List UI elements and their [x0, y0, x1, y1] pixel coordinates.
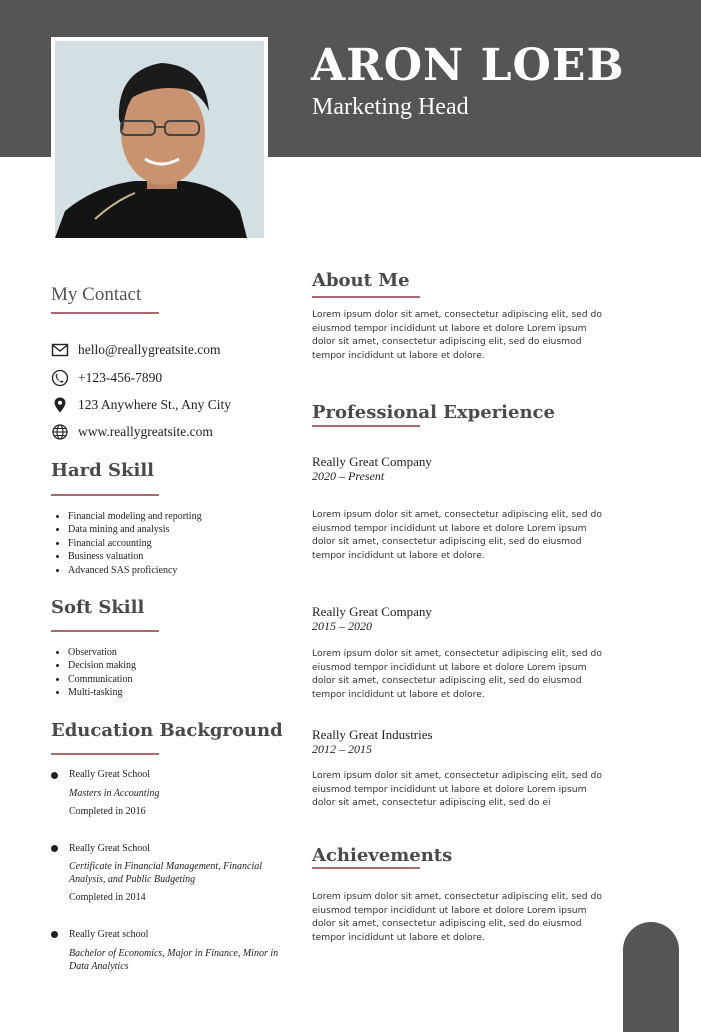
job-period: 2012 – 2015 — [312, 742, 372, 756]
person-portrait-icon — [55, 41, 264, 238]
candidate-title: Marketing Head — [312, 94, 469, 120]
job-company: Really Great Company — [312, 454, 432, 469]
soft-skill-rule — [51, 630, 159, 632]
education-completed: Completed in 2016 — [69, 806, 146, 817]
envelope-icon — [51, 341, 69, 359]
contact-website — [51, 422, 213, 442]
contact-address-text: 123 Anywhere St., Any City — [78, 397, 232, 412]
job-description: Lorem ipsum dolor sit amet, consectetur adipiscing elit, sed do eiusmod tempor incididunt ut labore et dolore Lorem ipsum dolor sit amet, consectetur adipiscing elit, sed do eiusmod tempor incididunt ut labore et dolore. — [312, 509, 602, 561]
education-heading: Education Background — [51, 720, 283, 741]
achievements-rule — [312, 867, 420, 869]
contact-email-text[interactable]: hello@reallygreatsite.com — [78, 342, 221, 357]
list-item: • Business valuation — [68, 550, 202, 563]
hard-skill-heading: Hard Skill — [51, 460, 154, 481]
contact-heading-rule — [51, 312, 159, 314]
achievements-heading: Achievements — [312, 845, 453, 866]
phone-icon — [51, 369, 69, 387]
job-company: Really Great Company — [312, 604, 432, 619]
location-pin-icon — [51, 396, 69, 414]
education-school: Really Great School — [69, 769, 151, 780]
globe-icon — [51, 423, 69, 441]
job-description: Lorem ipsum dolor sit amet, consectetur adipiscing elit, sed do eiusmod tempor incididunt ut labore et dolore Lorem ipsum dolor sit amet, consectetur adipiscing elit, sed do eiusmod tempor incididunt ut labore et dolore. — [312, 648, 602, 700]
education-bullet — [51, 772, 58, 779]
education-degree: Bachelor of Economics, Major in Finance, Minor in Data Analytics — [69, 948, 279, 972]
education-school: Really Great school — [69, 929, 149, 940]
job-period: 2020 – Present — [312, 469, 385, 483]
contact-website-text[interactable]: www.reallygreatsite.com — [78, 424, 213, 439]
education-degree: Certificate in Financial Management, Financial Analysis, and Public Budgeting — [69, 861, 263, 885]
soft-skill-heading: Soft Skill — [51, 597, 145, 618]
about-text: Lorem ipsum dolor sit amet, consectetur adipiscing elit, sed do eiusmod tempor incididunt ut labore et dolore Lorem ipsum dolor sit amet, consectetur adipiscing elit, sed do eiusmod tempor incididunt ut labore et dolore. — [312, 309, 602, 361]
profile-photo-frame — [51, 37, 268, 242]
list-item: • Decision making — [68, 659, 136, 672]
education-bullet — [51, 845, 58, 852]
contact-address — [51, 395, 231, 415]
hard-skill-rule — [51, 494, 159, 496]
education-school: Really Great School — [69, 843, 151, 854]
about-heading: About Me — [312, 270, 410, 291]
list-item: • Financial modeling and reporting — [68, 510, 202, 523]
experience-rule — [312, 425, 420, 427]
education-completed: Completed in 2014 — [69, 892, 146, 903]
job-period: 2015 – 2020 — [312, 619, 372, 633]
experience-heading: Professional Experience — [312, 402, 555, 423]
education-bullet — [51, 931, 58, 938]
hard-skill-list — [57, 510, 202, 577]
decorative-pill — [623, 922, 679, 1032]
list-item: • Financial accounting — [68, 537, 202, 550]
list-item: • Multi-tasking — [68, 686, 136, 699]
soft-skill-list — [57, 646, 136, 700]
about-rule — [312, 296, 420, 298]
contact-phone-text[interactable]: +123-456-7890 — [78, 370, 163, 385]
candidate-name: ARON LOEB — [311, 40, 625, 91]
list-item: • Communication — [68, 673, 136, 686]
education-degree: Masters in Accounting — [69, 788, 160, 799]
job-description: Lorem ipsum dolor sit amet, consectetur adipiscing elit, sed do eiusmod tempor incididunt ut labore et dolore Lorem ipsum dolor sit amet, consectetur adipiscing elit, sed do ei — [312, 770, 602, 809]
list-item: • Observation — [68, 646, 136, 659]
education-rule — [51, 753, 159, 755]
contact-heading: My Contact — [51, 284, 142, 305]
achievements-text: Lorem ipsum dolor sit amet, consectetur adipiscing elit, sed do eiusmod tempor incididunt ut labore et dolore Lorem ipsum dolor sit amet, consectetur adipiscing elit, sed do eiusmod tempor incididunt ut labore et dolore. — [312, 891, 602, 943]
list-item: • Advanced SAS proficiency — [68, 564, 202, 577]
profile-photo — [55, 41, 264, 238]
contact-phone — [51, 368, 162, 388]
contact-email — [51, 340, 221, 360]
list-item: • Data mining and analysis — [68, 523, 202, 536]
job-company: Really Great Industries — [312, 727, 433, 742]
